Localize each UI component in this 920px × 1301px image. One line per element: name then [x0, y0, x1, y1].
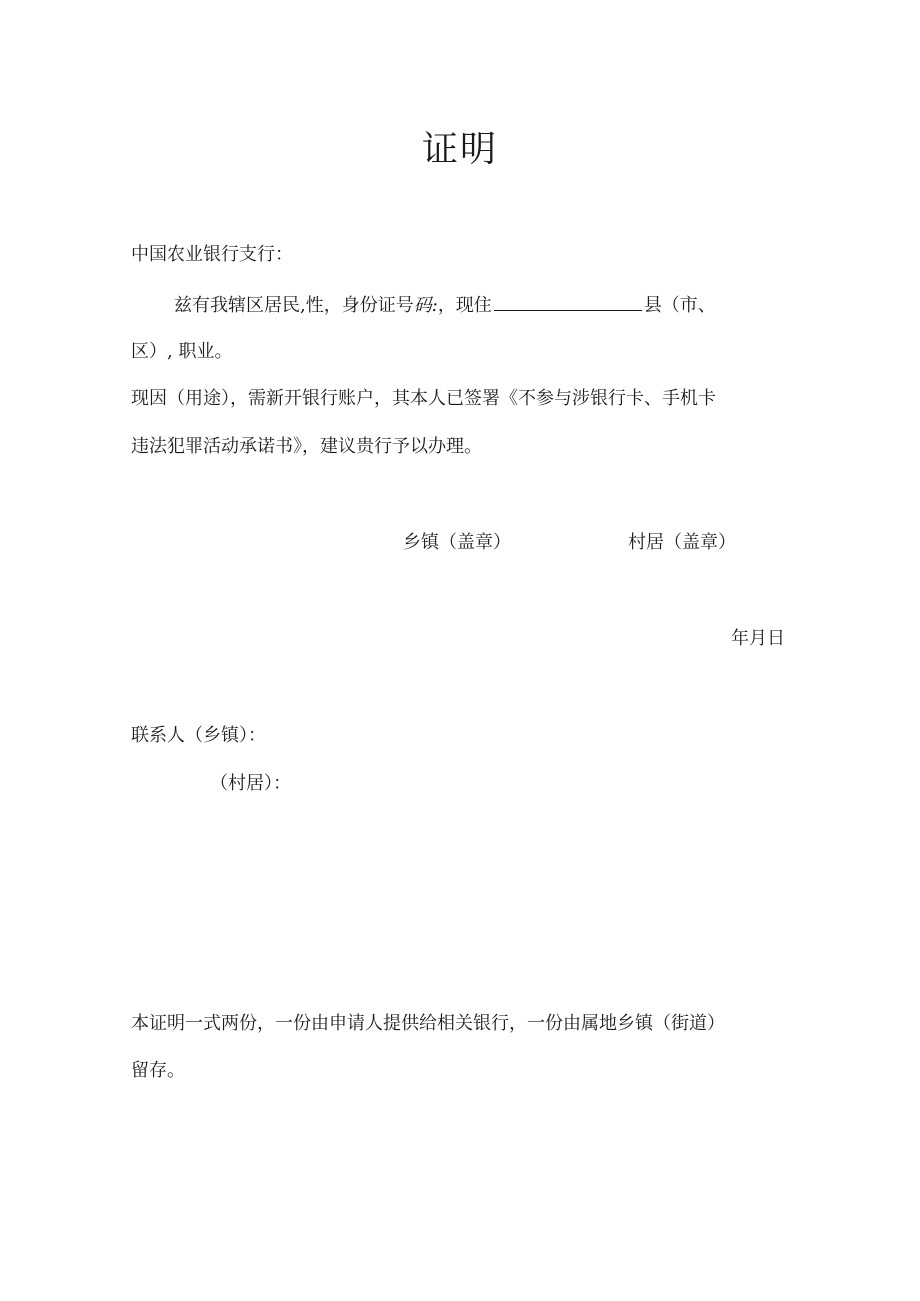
date-line: 年月日: [731, 628, 785, 649]
occupation-line: 区）, 职业。: [131, 341, 233, 362]
contact-town-line: 联系人（乡镇）：: [131, 725, 266, 746]
addressee-line: 中国农业银行支行：: [131, 244, 293, 265]
note-line-2: 留存。: [131, 1060, 185, 1081]
purpose-line-1: 现因（用途），需新开银行账户，其本人已签署《不参与涉银行卡、手机卡: [131, 388, 716, 409]
resident-info-line: [174, 292, 716, 318]
contact-village-line: （村居）：: [210, 773, 291, 794]
resident-text-4: ，现住: [437, 295, 492, 316]
address-blank-line: [494, 292, 642, 311]
note-line-1: 本证明一式两份，一份由申请人提供给相关银行，一份由属地乡镇（街道）: [131, 1013, 725, 1034]
document-title: 证明: [421, 129, 498, 170]
resident-text-2: 性，身份证号: [305, 295, 414, 316]
village-seal-label: 村居（盖章）: [628, 532, 736, 553]
resident-text-5: 县（市、: [643, 295, 716, 316]
resident-text-3: 码:: [413, 295, 438, 316]
resident-text-1: 兹有我辖区居民,: [174, 295, 306, 316]
purpose-line-2: 违法犯罪活动承诺书》，建议贵行予以办理。: [131, 436, 482, 457]
town-seal-label: 乡镇（盖章）: [403, 532, 511, 553]
